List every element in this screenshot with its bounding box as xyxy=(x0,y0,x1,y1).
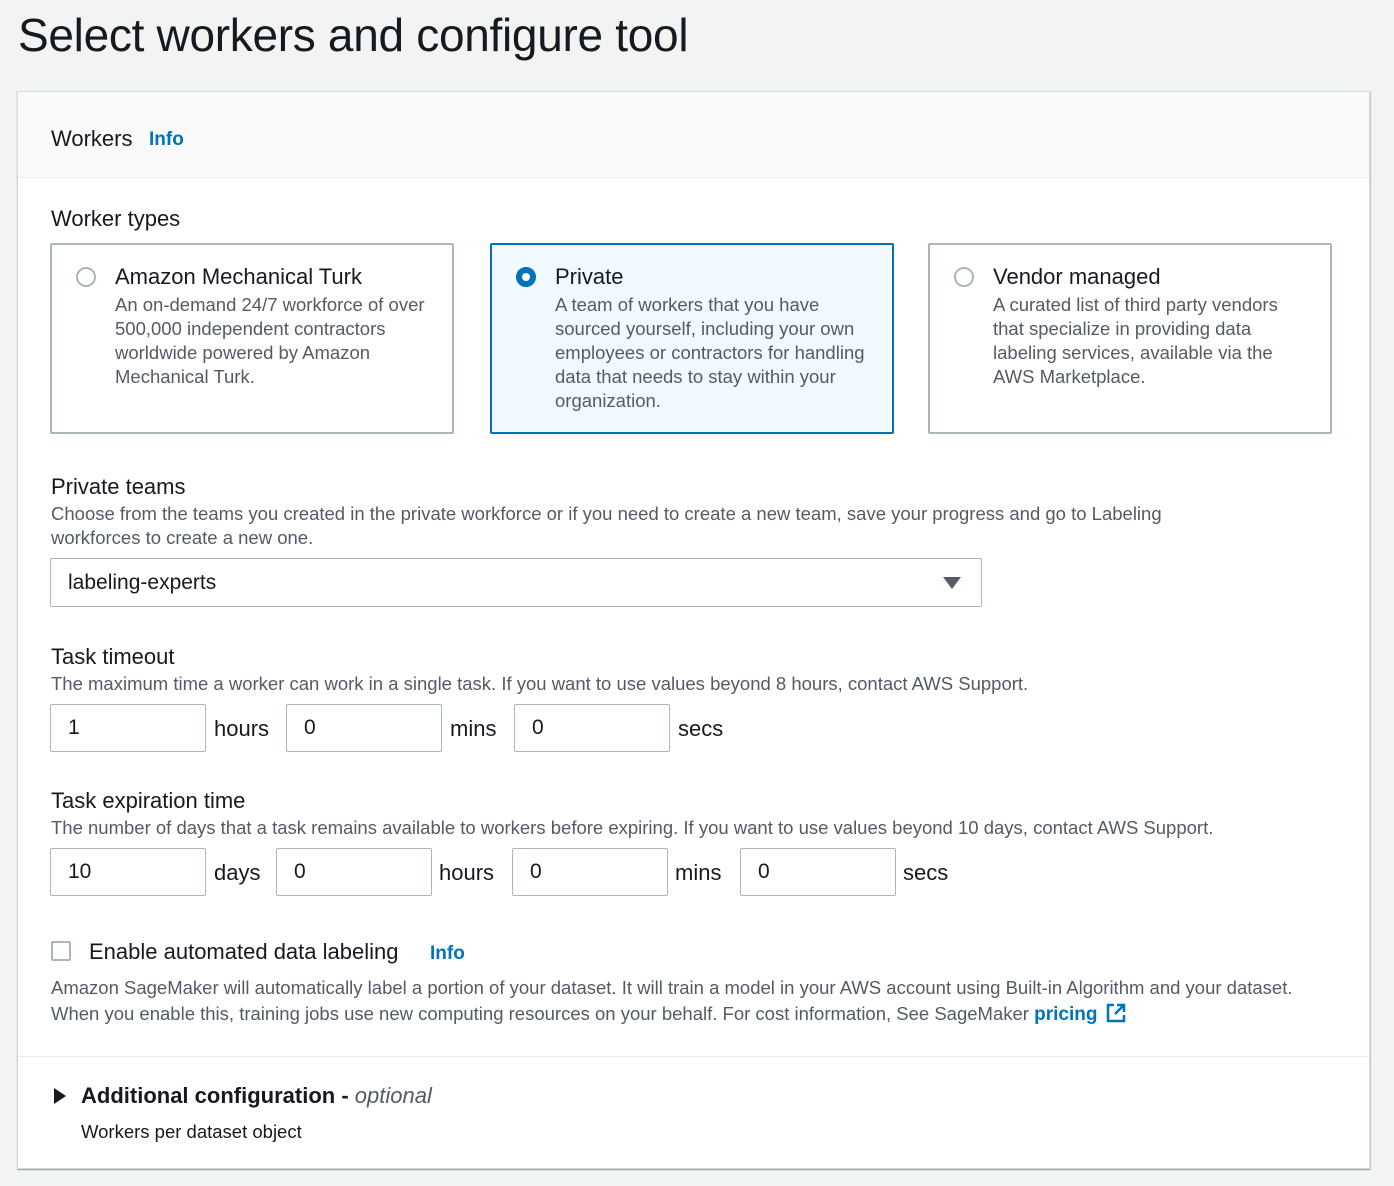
workers-per-object-label: Workers per dataset object xyxy=(81,1121,302,1142)
private-teams-select[interactable] xyxy=(50,558,982,607)
unit-secs: secs xyxy=(678,716,724,741)
external-link-icon[interactable] xyxy=(1105,1002,1127,1031)
workers-info-link[interactable]: Info xyxy=(149,129,184,150)
unit-secs: secs xyxy=(903,860,949,885)
worker-type-description: A team of workers that you have sourced yourself, including your own employees or contractors for handling data that needs to stay within your organization. xyxy=(555,294,865,411)
task-timeout-secs-input[interactable]: 0 xyxy=(514,704,670,752)
workers-panel xyxy=(17,91,1370,1169)
worker-type-description: A curated list of third party vendors that specialize in providing data labeling services, available via the AWS Marketplace. xyxy=(993,294,1278,387)
additional-configuration-title: Additional configuration xyxy=(81,1083,336,1108)
task-expiration-label: Task expiration time xyxy=(51,788,246,813)
task-expiration-mins-input[interactable]: 0 xyxy=(512,848,668,896)
radio-vendor-managed[interactable] xyxy=(954,267,974,287)
worker-type-title: Private xyxy=(555,264,624,289)
page-title: Select workers and configure tool xyxy=(18,9,689,61)
unit-mins: mins xyxy=(450,716,497,741)
auto-labeling-description xyxy=(51,975,1341,1031)
worker-type-description: An on-demand 24/7 workforce of over 500,000 independent contractors worldwide powered by Amazon Mechanical Turk. xyxy=(115,294,425,387)
private-teams-selected-value: labeling-experts xyxy=(68,571,217,594)
auto-labeling-label[interactable]: Enable automated data labeling xyxy=(89,939,399,964)
radio-mechanical-turk[interactable] xyxy=(76,267,96,287)
caret-down-icon xyxy=(943,577,961,589)
auto-labeling-checkbox[interactable] xyxy=(51,941,71,961)
additional-configuration-toggle[interactable] xyxy=(81,1083,432,1109)
unit-hours: hours xyxy=(439,860,495,885)
task-timeout-mins-input[interactable]: 0 xyxy=(286,704,442,752)
worker-type-mechanical-turk[interactable] xyxy=(50,243,454,434)
task-expiration-secs-input[interactable]: 0 xyxy=(740,848,896,896)
private-teams-description: Choose from the teams you created in the private workforce or if you need to create a new team, save your progress and go to Labeling workforces to create a new one. xyxy=(51,503,1162,548)
private-teams-label: Private teams xyxy=(51,474,186,499)
workers-panel-title: Workers xyxy=(51,126,133,151)
task-timeout-label: Task timeout xyxy=(51,644,175,669)
task-expiration-days-input[interactable]: 10 xyxy=(50,848,206,896)
additional-configuration-separator: - xyxy=(335,1083,355,1108)
section-divider xyxy=(18,1056,1369,1057)
worker-types-label: Worker types xyxy=(51,206,181,231)
triangle-right-icon[interactable] xyxy=(54,1088,66,1104)
task-expiration-description: The number of days that a task remains available to workers before expiring. If you want to use values beyond 10 days, contact AWS Support. xyxy=(51,817,1214,838)
worker-type-private[interactable] xyxy=(490,243,894,434)
auto-labeling-info-link[interactable]: Info xyxy=(430,943,465,964)
task-timeout-description: The maximum time a worker can work in a single task. If you want to use values beyond 8 hours, contact AWS Support. xyxy=(51,673,1029,694)
workers-panel-header xyxy=(18,92,1369,178)
worker-type-title: Amazon Mechanical Turk xyxy=(115,264,362,289)
unit-mins: mins xyxy=(675,860,722,885)
unit-days: days xyxy=(214,860,261,885)
radio-private[interactable] xyxy=(516,267,536,287)
optional-label: optional xyxy=(354,1083,432,1108)
unit-hours: hours xyxy=(214,716,270,741)
task-expiration-hours-input[interactable]: 0 xyxy=(276,848,432,896)
task-timeout-hours-input[interactable]: 1 xyxy=(50,704,206,752)
auto-labeling-description-text: Amazon SageMaker will automatically label a portion of your dataset. It will train a model in your AWS account using Built-in Algorithm and your dataset. When you enable this, training jobs use new computing resources on your behalf. For cost information, See SageMaker xyxy=(51,977,1293,1024)
pricing-link[interactable]: pricing xyxy=(1034,1004,1098,1025)
worker-type-title: Vendor managed xyxy=(993,264,1161,289)
worker-type-vendor-managed[interactable] xyxy=(928,243,1332,434)
